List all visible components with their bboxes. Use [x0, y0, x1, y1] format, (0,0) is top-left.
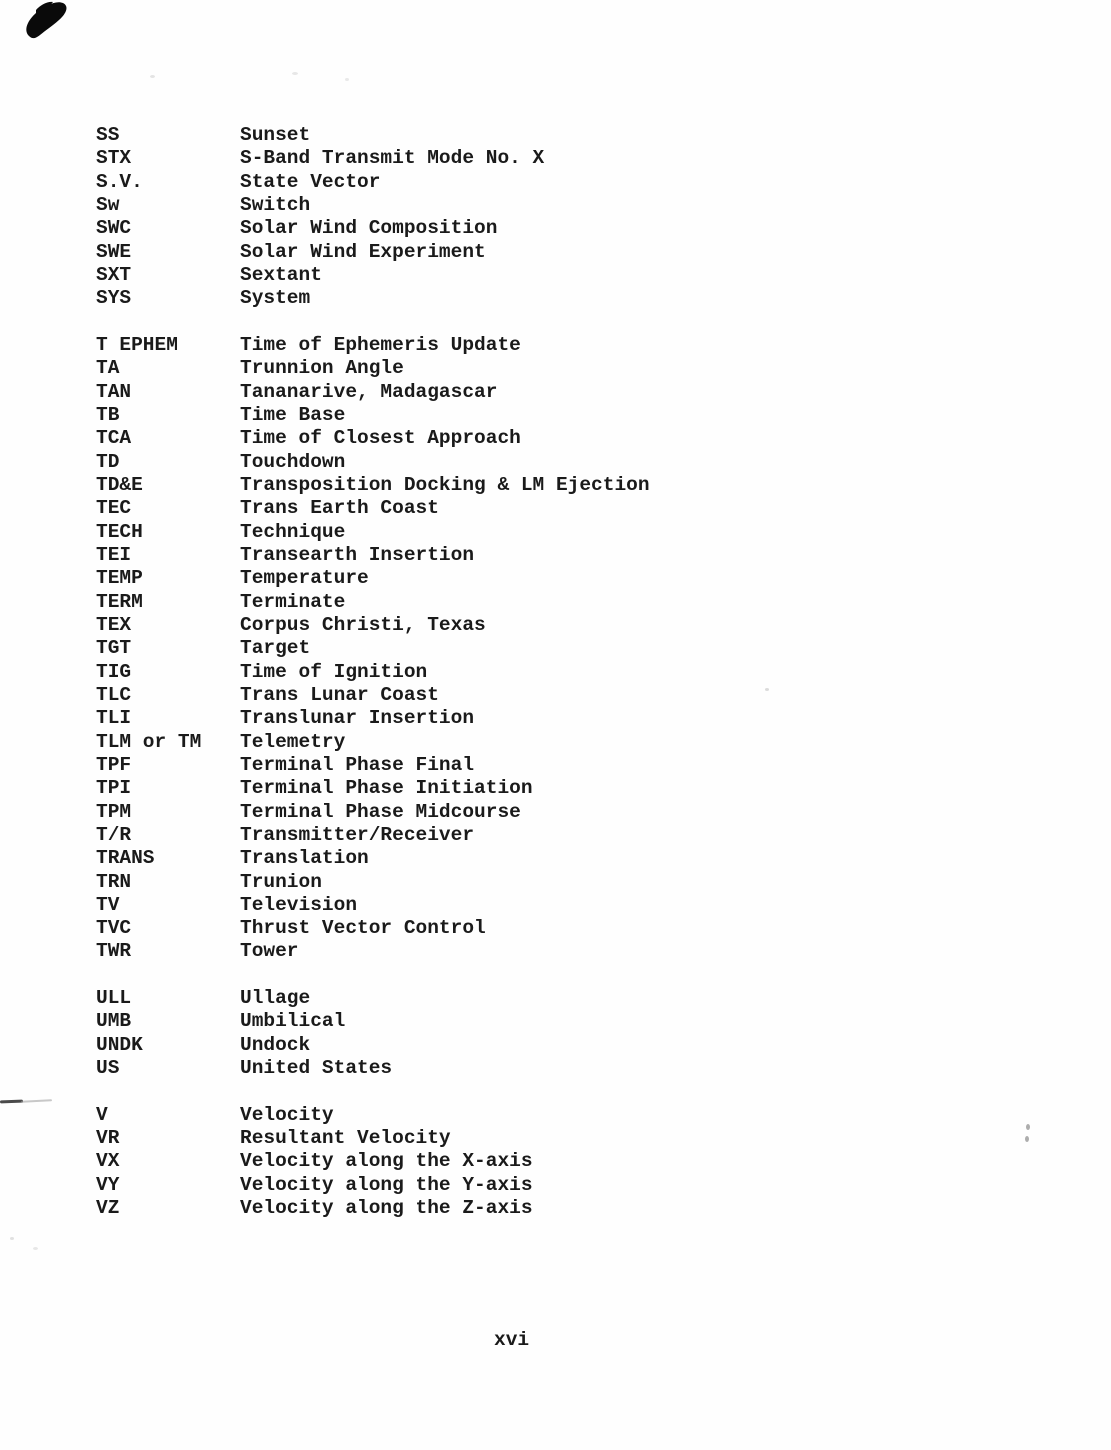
definition-cell: Switch [240, 193, 311, 216]
scan-speck [33, 1247, 38, 1250]
definition-cell: Transposition Docking & LM Ejection [240, 473, 650, 496]
abbreviation-cell: TEC [96, 497, 132, 520]
glossary-row [96, 847, 650, 870]
glossary-row [96, 614, 650, 637]
glossary-row [96, 917, 650, 940]
definition-cell: Transmitter/Receiver [240, 823, 475, 846]
abbreviation-cell: SWC [96, 217, 132, 240]
scan-artifact-corner-blob [22, 0, 74, 44]
definition-cell: Touchdown [240, 450, 346, 473]
glossary-row [96, 264, 650, 287]
glossary-row [96, 824, 650, 847]
definition-cell: Solar Wind Composition [240, 217, 498, 240]
glossary-row [96, 871, 650, 894]
scan-speck [10, 1237, 14, 1240]
abbreviation-cell: S.V. [96, 170, 143, 193]
definition-cell: Temperature [240, 567, 369, 590]
abbreviation-cell: VR [96, 1127, 120, 1150]
definition-cell: Time of Ephemeris Update [240, 333, 521, 356]
definition-cell: Velocity along the Z-axis [240, 1197, 533, 1220]
definition-cell: Sextant [240, 263, 322, 286]
glossary-row [96, 1197, 650, 1220]
abbreviation-cell: TD&E [96, 473, 143, 496]
scan-speck [345, 78, 349, 81]
abbreviation-cell: TLC [96, 683, 132, 706]
glossary-row [96, 1174, 650, 1197]
abbreviation-cell: TIG [96, 660, 132, 683]
definition-cell: Transearth Insertion [240, 543, 475, 566]
glossary-section [96, 124, 650, 311]
abbreviation-cell: SS [96, 124, 120, 146]
scan-artifact-left-dash-tail [21, 1099, 52, 1103]
abbreviation-cell: Sw [96, 193, 120, 216]
glossary-row [96, 474, 650, 497]
definition-cell: Tananarive, Madagascar [240, 380, 498, 403]
glossary-row [96, 1010, 650, 1033]
abbreviation-cell: TAN [96, 380, 132, 403]
scan-speck [1025, 1136, 1029, 1142]
abbreviation-cell: SYS [96, 287, 132, 310]
abbreviation-cell: TEMP [96, 567, 143, 590]
definition-cell: Terminate [240, 590, 346, 613]
definition-cell: Technique [240, 520, 346, 543]
definition-cell: Trans Earth Coast [240, 497, 439, 520]
definition-cell: Velocity along the X-axis [240, 1150, 533, 1173]
abbreviation-cell: UMB [96, 1010, 132, 1033]
definition-cell: Terminal Phase Initiation [240, 777, 533, 800]
glossary-section [96, 987, 650, 1080]
scan-artifact-left-dash [0, 1100, 23, 1104]
glossary-row [96, 194, 650, 217]
definition-cell: Resultant Velocity [240, 1127, 451, 1150]
abbreviation-cell: VZ [96, 1197, 120, 1220]
glossary-row [96, 637, 650, 660]
definition-cell: State Vector [240, 170, 381, 193]
abbreviation-cell: ULL [96, 987, 132, 1010]
glossary-section [96, 1104, 650, 1221]
glossary-row [96, 521, 650, 544]
abbreviation-cell: TLM or TM [96, 730, 202, 753]
definition-cell: Ullage [240, 987, 311, 1010]
glossary-row [96, 1104, 650, 1127]
abbreviation-cell: TGT [96, 637, 132, 660]
definition-cell: Velocity along the Y-axis [240, 1173, 533, 1196]
abbreviation-cell: TB [96, 403, 120, 426]
glossary-row [96, 591, 650, 614]
definition-cell: United States [240, 1057, 393, 1080]
abbreviation-cell: TWR [96, 940, 132, 963]
definition-cell: Translation [240, 847, 369, 870]
glossary-row [96, 684, 650, 707]
scan-speck [765, 688, 769, 691]
definition-cell: Terminal Phase Midcourse [240, 800, 521, 823]
abbreviation-cell: TV [96, 893, 120, 916]
definition-cell: Velocity [240, 1103, 334, 1126]
abbreviation-cell: TA [96, 357, 120, 380]
glossary-row [96, 661, 650, 684]
glossary-row [96, 381, 650, 404]
abbreviation-cell: TCA [96, 427, 132, 450]
abbreviation-cell: V [96, 1103, 108, 1126]
definition-cell: Sunset [240, 124, 311, 146]
scan-speck [292, 72, 298, 75]
glossary-section [96, 334, 650, 964]
glossary-row [96, 777, 650, 800]
glossary-row [96, 1127, 650, 1150]
glossary-row [96, 427, 650, 450]
definition-cell: Television [240, 893, 358, 916]
glossary-row [96, 451, 650, 474]
scan-speck [150, 75, 155, 78]
abbreviation-cell: STX [96, 147, 132, 170]
glossary-row [96, 544, 650, 567]
abbreviation-cell: TERM [96, 590, 143, 613]
glossary-row [96, 124, 650, 147]
glossary-row [96, 801, 650, 824]
glossary-row [96, 287, 650, 310]
abbreviation-cell: VX [96, 1150, 120, 1173]
abbreviation-cell: TECH [96, 520, 143, 543]
glossary-row [96, 1034, 650, 1057]
abbreviation-cell: TEX [96, 613, 132, 636]
glossary-row [96, 567, 650, 590]
definition-cell: Terminal Phase Final [240, 753, 475, 776]
abbreviation-list [96, 124, 650, 1220]
abbreviation-cell: TD [96, 450, 120, 473]
abbreviation-cell: US [96, 1057, 120, 1080]
definition-cell: Corpus Christi, Texas [240, 613, 486, 636]
abbreviation-cell: VY [96, 1173, 120, 1196]
glossary-row [96, 171, 650, 194]
abbreviation-cell: TEI [96, 543, 132, 566]
glossary-row [96, 147, 650, 170]
definition-cell: Thrust Vector Control [240, 917, 486, 940]
definition-cell: Tower [240, 940, 299, 963]
definition-cell: Trunnion Angle [240, 357, 404, 380]
definition-cell: Trunion [240, 870, 322, 893]
definition-cell: Time of Ignition [240, 660, 428, 683]
glossary-row [96, 334, 650, 357]
glossary-row [96, 404, 650, 427]
glossary-row [96, 754, 650, 777]
glossary-row [96, 497, 650, 520]
glossary-row [96, 357, 650, 380]
abbreviation-cell: TVC [96, 917, 132, 940]
definition-cell: Time Base [240, 403, 346, 426]
abbreviation-cell: TPF [96, 753, 132, 776]
abbreviation-cell: SWE [96, 240, 132, 263]
page-number: xvi [494, 1329, 530, 1351]
glossary-row [96, 241, 650, 264]
abbreviation-cell: UNDK [96, 1033, 143, 1056]
definition-cell: Umbilical [240, 1010, 346, 1033]
glossary-row [96, 894, 650, 917]
glossary-row [96, 731, 650, 754]
definition-cell: Time of Closest Approach [240, 427, 521, 450]
abbreviation-cell: T/R [96, 823, 132, 846]
abbreviation-cell: TPM [96, 800, 132, 823]
abbreviation-cell: TRANS [96, 847, 155, 870]
glossary-row [96, 217, 650, 240]
abbreviation-cell: TPI [96, 777, 132, 800]
glossary-row [96, 1150, 650, 1173]
abbreviation-cell: TRN [96, 870, 132, 893]
abbreviation-cell: T EPHEM [96, 333, 178, 356]
abbreviation-cell: SXT [96, 263, 132, 286]
abbreviation-cell: TLI [96, 707, 132, 730]
definition-cell: S-Band Transmit Mode No. X [240, 147, 545, 170]
definition-cell: Trans Lunar Coast [240, 683, 439, 706]
glossary-row [96, 940, 650, 963]
definition-cell: Telemetry [240, 730, 346, 753]
glossary-row [96, 1057, 650, 1080]
definition-cell: Target [240, 637, 311, 660]
scan-speck [1026, 1124, 1030, 1130]
definition-cell: System [240, 287, 311, 310]
glossary-row [96, 987, 650, 1010]
definition-cell: Undock [240, 1033, 311, 1056]
definition-cell: Translunar Insertion [240, 707, 475, 730]
definition-cell: Solar Wind Experiment [240, 240, 486, 263]
glossary-row [96, 707, 650, 730]
